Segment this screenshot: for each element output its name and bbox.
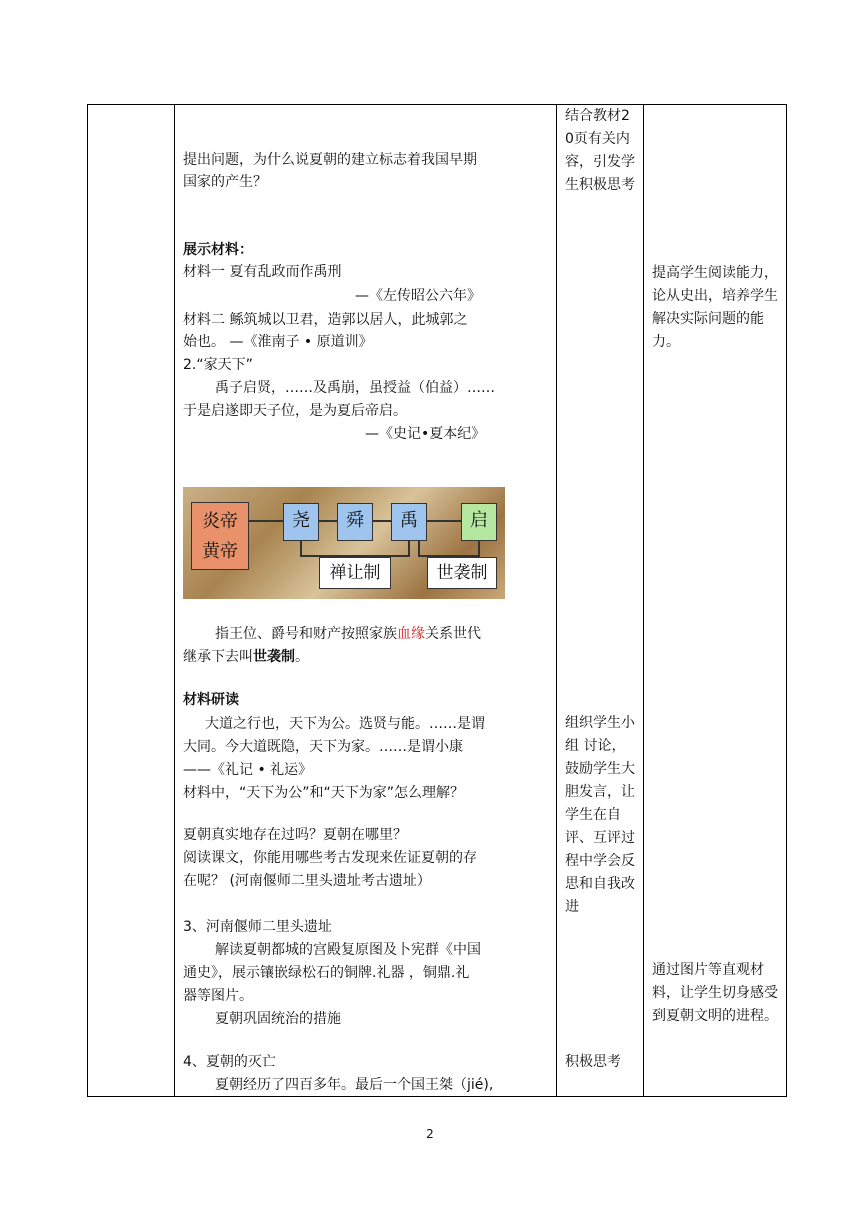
student-activity-cell [557, 105, 644, 1097]
shiji-line-1: 禹子启贤，……及禹崩，虽授益（伯益）…… [215, 380, 495, 396]
definition-text: 指王位、爵号和财产按照家族 [215, 626, 397, 642]
gonggu-measures: 夏朝巩固统治的措施 [215, 1011, 341, 1027]
erlitou-line-3: 器等图片。 [183, 988, 253, 1004]
erlitou-line-2: 通史》，展示镶嵌绿松石的铜牌.礼器 ，铜鼎.礼 [183, 965, 470, 981]
shixi-label: 世袭制 [427, 557, 497, 589]
fall-line-1: 夏朝经历了四百多年。最后一个国王桀（jié), [215, 1077, 494, 1093]
erlitou-heading: 3、河南偃师二里头遗址 [183, 919, 332, 935]
yao-box: 尧 [283, 503, 319, 541]
definition-text: 。 [295, 649, 309, 665]
material-1-source: —《左传昭公六年》 [355, 288, 481, 304]
xia-question-1: 夏朝真实地存在过吗？夏朝在哪里？ [183, 827, 407, 843]
huang-di-label: 黄帝 [202, 541, 238, 562]
connector-line [249, 520, 283, 522]
page-number: 2 [426, 1127, 434, 1141]
show-material-heading: 展示材料： [183, 242, 253, 258]
intent-note-1: 提高学生阅读能力，论从史出，培养学生解决实际问题的能力。 [652, 265, 778, 350]
yan-di-label: 炎帝 [202, 511, 238, 532]
connector-line [319, 520, 337, 522]
fall-heading: 4、夏朝的灭亡 [183, 1054, 276, 1070]
xia-question-2: 阅读课文，你能用哪些考古发现来佐证夏朝的存 [183, 850, 477, 866]
qi-box: 启 [461, 503, 497, 541]
empty-first-column [88, 105, 175, 1097]
yu-box: 禹 [391, 503, 427, 541]
liyun-question: 材料中，“天下为公”和“天下为家”怎么理解？ [183, 785, 465, 801]
liyun-line-1: 大道之行也，天下为公。选贤与能。……是谓 [205, 716, 485, 732]
question-line-1: 提出问题，为什么说夏朝的建立标志着我国早期 [183, 152, 477, 168]
shiji-source: —《史记•夏本纪》 [365, 426, 486, 442]
shiji-line-2: 于是启遂即天子位，是为夏后帝启。 [183, 403, 407, 419]
bracket-line [418, 540, 420, 556]
liyun-line-2: 大同。今大道既隐，天下为家。……是谓小康 [183, 739, 463, 755]
material-2-line-2: 始也。 —《淮南子 • 原道训》 [183, 334, 373, 350]
definition-text: 继承下去叫 [183, 649, 253, 665]
definition-line-1 [215, 623, 481, 645]
bracket-line [408, 540, 410, 556]
study-heading: 材料研读 [183, 692, 239, 708]
question-line-2: 国家的产生？ [183, 174, 267, 190]
material-2-line-1: 材料二 鲧筑城以卫君，造郭以居人，此城郭之 [183, 312, 468, 328]
activity-note-3: 积极思考 [565, 1054, 621, 1070]
xia-question-3: 在呢？ (河南偃师二里头遗址考古遗址） [183, 873, 431, 889]
design-intent-cell [644, 105, 787, 1097]
activity-note-1: 结合教材20页有关内容，引发学生积极思考 [565, 108, 635, 193]
succession-diagram [183, 487, 505, 599]
definition-line-2 [183, 646, 309, 668]
activity-note-2: 组织学生小 组 讨论，鼓励学生大胆发言，让学生在自评、互评过程中学会反思和自我改进 [565, 715, 635, 915]
definition-text: 关系世代 [425, 626, 481, 642]
bracket-line [300, 540, 302, 556]
connector-line [427, 520, 461, 522]
jiatianxia-heading: 2.“家天下” [183, 357, 253, 373]
bracket-line [478, 540, 480, 556]
shun-box: 舜 [337, 503, 373, 541]
connector-line [373, 520, 391, 522]
yan-huang-box [191, 502, 249, 570]
intent-note-2: 通过图片等直观材料，让学生切身感受到夏朝文明的进程。 [652, 962, 778, 1024]
teaching-content-cell [175, 105, 557, 1097]
term-shixizhi: 世袭制 [253, 649, 295, 665]
highlight-xueyuan: 血缘 [397, 626, 425, 642]
material-1: 材料一 夏有乱政而作禹刑 [183, 264, 342, 280]
lesson-plan-table [87, 104, 787, 1097]
erlitou-line-1: 解读夏朝都城的宫殿复原图及卜宪群《中国 [215, 942, 481, 958]
shanrang-label: 禅让制 [319, 557, 391, 589]
liyun-source: ——《礼记 • 礼运》 [183, 762, 313, 778]
